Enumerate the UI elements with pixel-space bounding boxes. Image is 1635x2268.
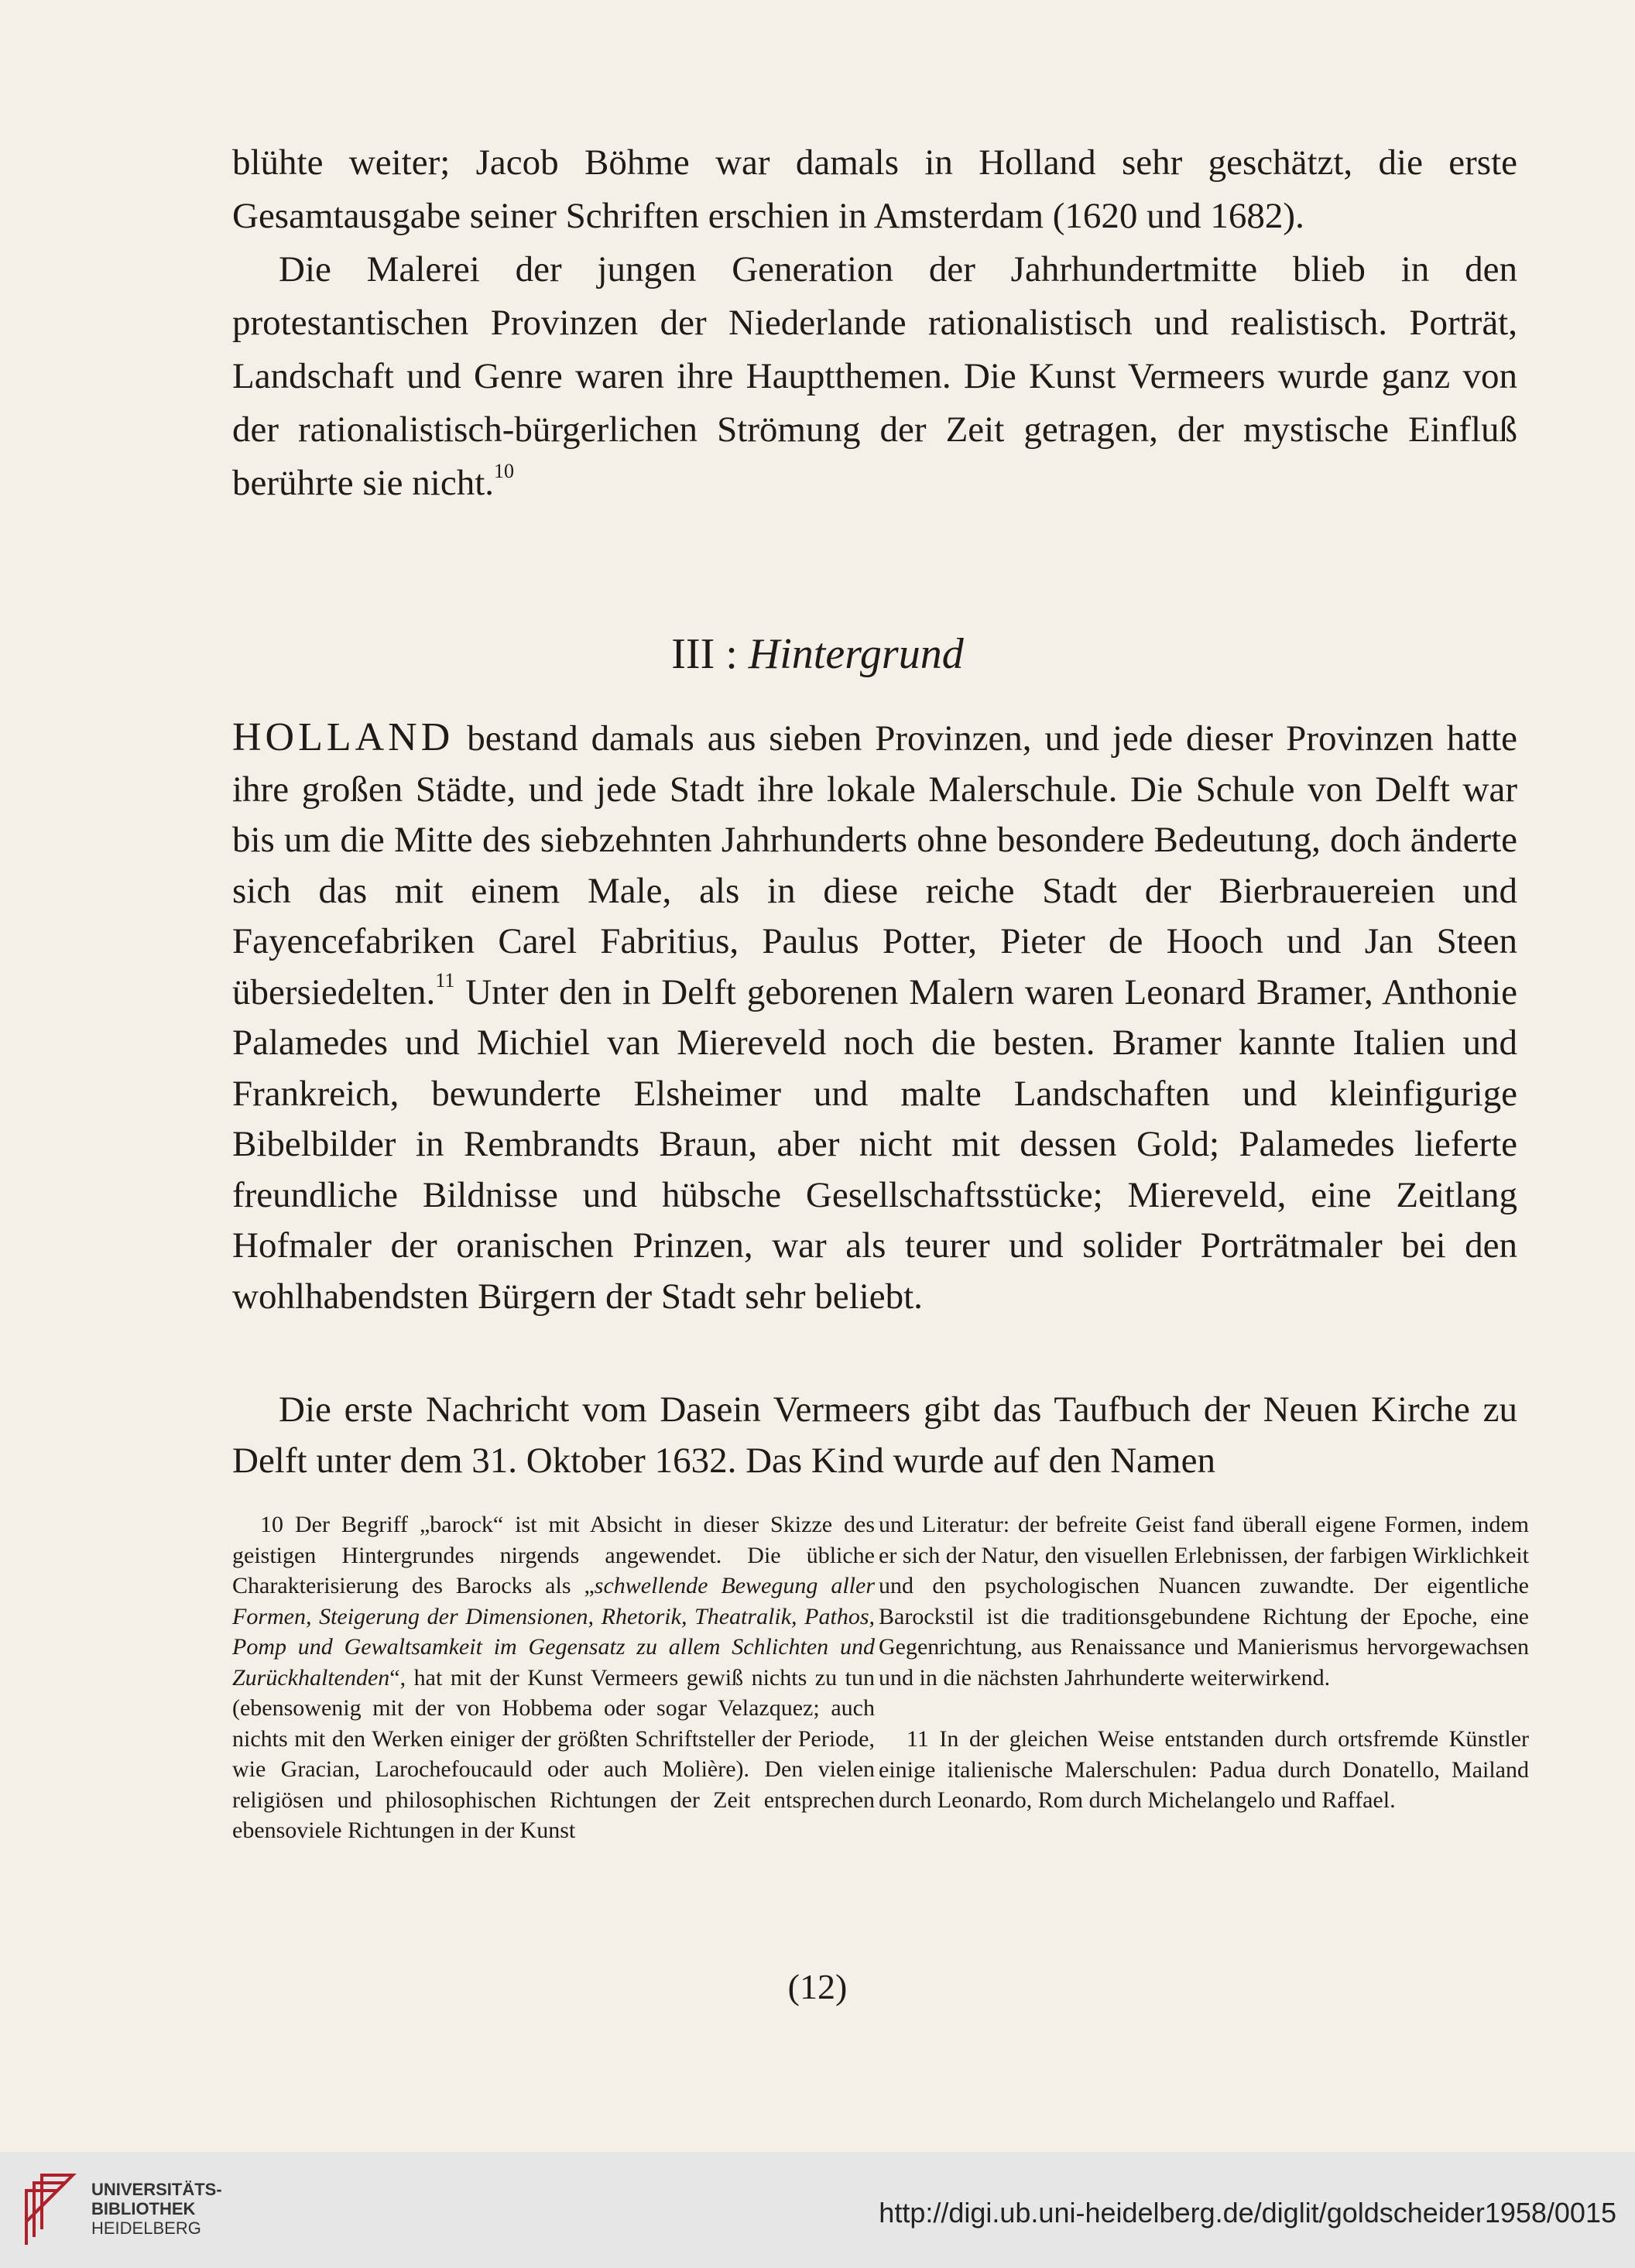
footnote-10: 10 Der Begriff „barock“ ist mit Absicht in dieser Skizze des geistigen Hintergrundes nirgends angewendet. Die übliche Charakterisierung des Barocks als „schwellende Bewegung aller Formen, Steigerung der Dimensionen, Rhetorik, Theatralik, Pathos, Pomp und Gewaltsamkeit im Gegensatz zu allem Schlichten und Zurückhaltenden“, hat mit der Kunst Vermeers gewiß nichts zu tun (ebensowenig mit der von Hobbema oder sogar Velazquez; auch nichts mit den Werken einiger der größten Schriftsteller der Periode, wie Gracian, Larochefoucauld oder auch Molière). Den vielen religiösen und philosophischen Richtungen der Zeit entsprechen ebensoviele Richtungen in der Kunst: [232, 1512, 876, 1843]
footnote-ref-10[interactable]: 10: [494, 460, 515, 482]
paragraph-text: Die Malerei der jungen Generation der Jahrhundertmitte blieb in den protestantischen Provinzen der Niederlande rationalistisch und realistisch. Porträt, Landschaft und Genre waren ihre Hauptthemen. Die Kunst Vermeers wurde ganz von der rationalistisch-bürgerlichen Strömung der Zeit getragen, der mystische Einfluß berührte sie nicht.: [232, 249, 1517, 503]
lead-word: HOLLAND: [232, 715, 454, 759]
paragraph-text: Unter den in Delft geborenen Malern waren Leonard Bramer, Anthonie Palamedes und Michiel van Miereveld noch die besten. Bramer kannte Italien und Frankreich, bewunderte Elsheimer und malte Landschaften und kleinfigurige Bibelbilder in Rembrandts Braun, aber nicht mit dessen Gold; Palamedes lieferte freundliche Bildnisse und hübsche Gesellschaftsstücke; Miereveld, eine Zeitlang Hofmaler der oranischen Prinzen, war als teurer und solider Porträtmaler bei den wohlhabendsten Bürgern der Stadt sehr beliebt.: [232, 971, 1517, 1317]
footnote-italic-quote: schwellende Bewegung aller Formen, Steigerung der Dimensionen, Rhetorik, Theatralik, Pathos, Pomp und Gewaltsamkeit im Gegensatz zu allem Schlichten und Zurückhaltenden: [232, 1573, 876, 1691]
library-name[interactable]: UNIVERSITÄTS- BIBLIOTHEK HEIDELBERG: [91, 2180, 222, 2238]
paragraph-text: blühte weiter; Jacob Böhme war damals in Holland sehr geschätzt, die erste Gesamtausgabe seiner Schriften erschien in Amsterdam (1620 und 1682).: [232, 142, 1517, 236]
library-footer: [0, 2152, 1635, 2268]
footnote-11: 11 In der gleichen Weise entstanden durch ortsfremde Künstler einige italienische Malerschulen: Padua durch Donatello, Mailand durch Leonardo, Rom durch Michelangelo und Raffael.: [879, 1726, 1529, 1813]
source-url-link[interactable]: http://digi.ub.uni-heidelberg.de/diglit/goldscheider1958/0015: [879, 2197, 1616, 2229]
footnote-10-continued: und Literatur: der befreite Geist fand überall eigene Formen, indem er sich der Natur, den visuellen Erlebnissen, der farbigen Wirklichkeit und den psychologischen Nuancen zuwandte. Der eigentliche Barockstil ist die traditionsgebundene Richtung der Epoche, eine Gegenrichtung, aus Renaissance und Manierismus hervorgewachsen und in die nächsten Jahrhunderte weiterwirkend.: [879, 1512, 1529, 1691]
page-number: (12): [787, 1967, 848, 2006]
paragraph-baptism: [232, 1385, 1517, 1486]
footnote-column-left: [232, 1509, 875, 1846]
section-title: Hintergrund: [748, 630, 964, 678]
ub-heidelberg-logo-icon[interactable]: [19, 2167, 81, 2253]
footnote-column-right: [879, 1509, 1529, 1816]
paragraph-continuation: [232, 136, 1517, 243]
paragraph-text: bestand damals aus sieben Provinzen, und jede dieser Provinzen hatte ihre großen Städte, und jede Stadt ihre lokale Malerschule. Die Schule von Delft war bis um die Mitte des siebzehnten Jahrhunderts ohne besondere Bedeutung, doch änderte sich das mit einem Male, als in diese reiche Stadt der Bierbrauereien und Fayencefabriken Carel Fabritius, Paulus Potter, Pieter de Hooch und Jan Steen übersiedelten.: [232, 718, 1517, 1012]
section-number: III :: [671, 630, 749, 678]
footnote-ref-11[interactable]: 11: [435, 968, 455, 992]
section-heading: [0, 627, 1635, 681]
paragraph-holland: [232, 712, 1517, 1322]
paragraph-text: Die erste Nachricht vom Dasein Vermeers gibt das Taufbuch der Neuen Kirche zu Delft unter dem 31. Oktober 1632. Das Kind wurde auf den Namen: [232, 1389, 1517, 1481]
paragraph-painting: [232, 243, 1517, 510]
